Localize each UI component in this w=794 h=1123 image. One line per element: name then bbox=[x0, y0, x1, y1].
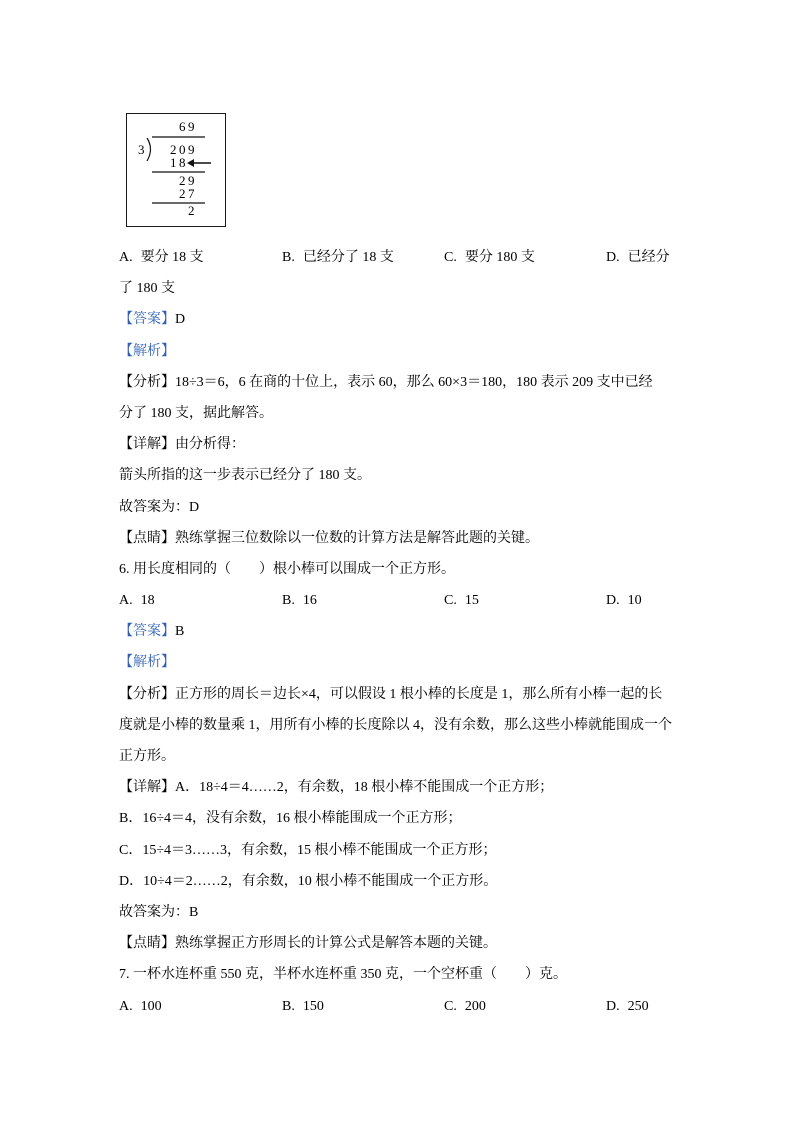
option-text: 要分 18 支 bbox=[140, 250, 204, 265]
q7-options bbox=[119, 991, 739, 1022]
q5-option-b bbox=[282, 242, 444, 273]
option-text: 已经分 bbox=[627, 250, 670, 265]
division-remainder: 2 bbox=[188, 203, 197, 218]
q6-analysis-line-2: 度就是小棒的数量乘 1，用所有小棒的长度除以 4，没有余数，那么这些小棒就能围成一个 bbox=[119, 717, 672, 733]
option-label: A. bbox=[119, 593, 133, 609]
q5-explanation-tag: 【解析】 bbox=[119, 343, 175, 359]
q6-detail-line-2: B．16÷4＝4，没有余数，16 根小棒能围成一个正方形； bbox=[119, 811, 462, 827]
division-first-product: 18 bbox=[170, 155, 188, 170]
q5-answer bbox=[119, 304, 739, 335]
q5-detail-line-1: 【详解】由分析得： bbox=[119, 437, 245, 453]
option-label: D. bbox=[606, 998, 620, 1014]
q5-conclusion: 故答案为：D bbox=[119, 499, 200, 515]
division-first-difference: 29 bbox=[179, 173, 197, 188]
option-label: C. bbox=[444, 593, 457, 609]
option-text: 100 bbox=[140, 998, 162, 1014]
q6-explanation-tag: 【解析】 bbox=[119, 655, 175, 671]
q6-option-d bbox=[606, 585, 726, 616]
q5-option-d bbox=[606, 242, 726, 273]
division-second-product: 27 bbox=[179, 186, 197, 201]
option-text: 15 bbox=[464, 593, 479, 609]
division-quotient: 69 bbox=[179, 119, 197, 134]
q7-stem: 7. 一杯水连杯重 550 克，半杯水连杯重 350 克，一个空杯重（ ）克。 bbox=[119, 967, 567, 983]
q6-conclusion: 故答案为：B bbox=[119, 904, 199, 920]
answer-tag: 【答案】 bbox=[119, 624, 175, 640]
option-label: B. bbox=[282, 593, 295, 609]
q6-options bbox=[119, 585, 739, 616]
q6-tip: 【点睛】熟练掌握正方形周长的计算公式是解答本题的关键。 bbox=[119, 936, 497, 952]
q5-tip: 【点睛】熟练掌握三位数除以一位数的计算方法是解答此题的关键。 bbox=[119, 530, 539, 546]
q7-option-a bbox=[119, 991, 282, 1022]
q5-analysis-line-2: 分了 180 支，据此解答。 bbox=[119, 405, 273, 421]
answer-tag: 【答案】 bbox=[119, 312, 175, 328]
q7-option-c bbox=[444, 991, 606, 1022]
option-text: 16 bbox=[302, 593, 317, 609]
option-text: 200 bbox=[464, 998, 486, 1014]
q6-stem: 6. 用长度相同的（ ）根小棒可以围成一个正方形。 bbox=[119, 561, 455, 577]
q6-detail-line-4: D．10÷4＝2……2，有余数，10 根小棒不能围成一个正方形。 bbox=[119, 873, 498, 889]
answer-value: B bbox=[175, 624, 185, 640]
option-text: 250 bbox=[627, 998, 649, 1014]
answer-value: D bbox=[175, 312, 186, 328]
q5-options bbox=[119, 242, 739, 273]
option-text: 18 bbox=[140, 593, 155, 609]
option-label: B. bbox=[282, 250, 295, 265]
q6-detail-line-3: C．15÷4＝3……3，有余数，15 根小棒不能围成一个正方形； bbox=[119, 842, 497, 858]
option-label: D. bbox=[606, 593, 620, 609]
q7-option-d bbox=[606, 991, 726, 1022]
option-text: 已经分了 18 支 bbox=[302, 250, 394, 265]
option-label: C. bbox=[444, 998, 457, 1014]
q6-option-b bbox=[282, 585, 444, 616]
division-divisor: 3 bbox=[138, 142, 147, 157]
long-division-figure bbox=[126, 113, 226, 227]
option-label: D. bbox=[606, 250, 620, 265]
q6-option-c bbox=[444, 585, 606, 616]
q6-option-a bbox=[119, 585, 282, 616]
division-dividend: 209 bbox=[170, 142, 197, 157]
option-text: 要分 180 支 bbox=[464, 250, 535, 265]
q6-detail-line-1: 【详解】A．18÷4＝4……2，有余数，18 根小棒不能围成一个正方形； bbox=[119, 780, 554, 796]
option-label: A. bbox=[119, 250, 133, 265]
q5-option-c bbox=[444, 242, 606, 273]
q6-analysis-line-1: 【分析】正方形的周长＝边长×4，可以假设 1 根小棒的长度是 1，那么所有小棒一起的长 bbox=[119, 686, 663, 702]
q5-option-d-wrap: 了 180 支 bbox=[119, 281, 175, 297]
q5-option-a bbox=[119, 242, 282, 273]
left-arrow-icon bbox=[187, 159, 211, 167]
q6-answer bbox=[119, 616, 739, 647]
option-label: C. bbox=[444, 250, 457, 265]
q6-analysis-line-3: 正方形。 bbox=[119, 749, 175, 764]
q5-detail-line-2: 箭头所指的这一步表示已经分了 180 支。 bbox=[119, 468, 371, 484]
exam-content bbox=[119, 242, 739, 1022]
q5-analysis-line-1: 【分析】18÷3＝6，6 在商的十位上，表示 60，那么 60×3＝180，180 表示 209 支中已经 bbox=[119, 374, 653, 390]
division-bracket bbox=[147, 138, 151, 161]
option-text: 10 bbox=[627, 593, 642, 609]
q7-option-b bbox=[282, 991, 444, 1022]
option-label: B. bbox=[282, 998, 295, 1014]
option-label: A. bbox=[119, 998, 133, 1014]
option-text: 150 bbox=[302, 998, 324, 1014]
